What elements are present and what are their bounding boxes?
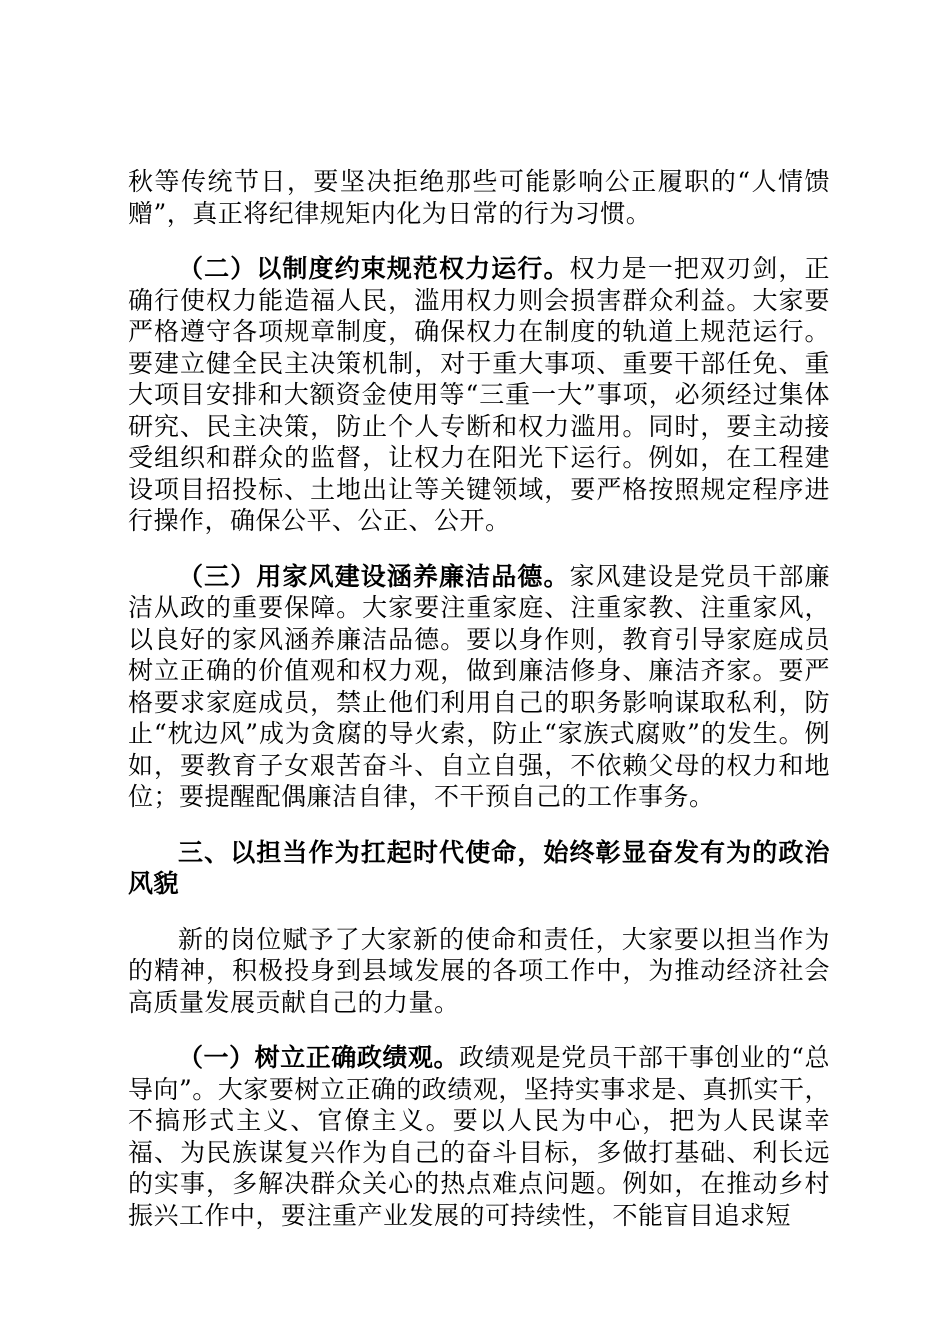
paragraph-text: 权力是一把双刃剑，正确行使权力能造福人民，滥用权力则会损害群众利益。大家要严格遵守各项规章制度，确保权力在制度的轨道上规范运行。要建立健全民主决策机制，对于重大事项、重要干部任免、重大项目安排和大额资金使用等“三重一大”事项，必须经过集体研究、民主决策，防止个人专断和权力滥用。同时，要主动接受组织和群众的监督，让权力在阳光下运行。例如，在工程建设项目招投标、土地出让等关键领域，要严格按照规定程序进行操作，确保公平、公正、公开。 xyxy=(128,254,830,535)
paragraph-lead: （一）树立正确政绩观。 xyxy=(178,1043,460,1072)
paragraph-text: 家风建设是党员干部廉洁从政的重要保障。大家要注重家庭、注重家教、注重家风，以良好的家风涵养廉洁品德。要以身作则，教育引导家庭成员树立正确的价值观和权力观，做到廉洁修身、廉洁齐家。要严格要求家庭成员，禁止他们利用自己的职务影响谋取私利，防止“枕边风”成为贪腐的导火索，防止“家族式腐败”的发生。例如，要教育子女艰苦奋斗、自立自强，不依赖父母的权力和地位；要提醒配偶廉洁自律，不干预自己的工作事务。 xyxy=(128,561,830,811)
paragraph-system-constraint xyxy=(128,253,830,537)
section-heading: 三、以担当作为扛起时代使命，始终彰显奋发有为的政治风貌 xyxy=(128,837,830,898)
section-intro: 新的岗位赋予了大家新的使命和责任，大家要以担当作为的精神，积极投身到县域发展的各项工作中，为推动经济社会高质量发展贡献自己的力量。 xyxy=(128,924,830,1017)
paragraph-lead: （三）用家风建设涵养廉洁品德。 xyxy=(178,561,570,591)
paragraph-continued xyxy=(128,166,830,229)
paragraph-performance-view xyxy=(128,1042,830,1231)
paragraph-text: 政绩观是党员干部干事创业的“总导向”。大家要树立正确的政绩观，坚持实事求是、真抓实干，不搞形式主义、官僚主义。要以人民为中心，把为人民谋幸福、为民族谋复兴作为自己的奋斗目标，多做打基础、利长远的实事，多解决群众关心的热点难点问题。例如，在推动乡村振兴工作中，要注重产业发展的可持续性，不能盲目追求短 xyxy=(128,1043,830,1230)
paragraph-family-style xyxy=(128,561,830,813)
paragraph-lead: （二）以制度约束规范权力运行。 xyxy=(178,254,570,283)
paragraph-text: 秋等传统节日，要坚决拒绝那些可能影响公正履职的“人情馈赠”，真正将纪律规矩内化为日常的行为习惯。 xyxy=(128,167,830,228)
document-body xyxy=(128,166,830,1255)
